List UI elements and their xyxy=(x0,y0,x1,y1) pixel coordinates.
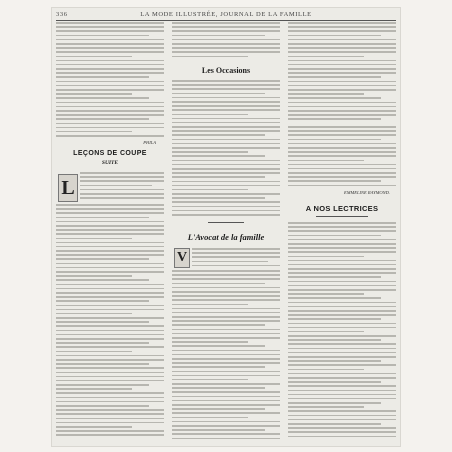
text-line xyxy=(288,172,396,174)
text-line xyxy=(56,81,164,83)
text-line xyxy=(288,289,396,291)
text-block-lecons xyxy=(56,204,164,439)
text-line xyxy=(288,251,396,253)
text-line xyxy=(172,193,280,195)
text-line xyxy=(288,106,396,108)
text-line xyxy=(56,242,164,244)
text-line xyxy=(288,85,396,87)
text-line xyxy=(192,265,280,267)
text-line xyxy=(192,261,268,263)
text-line xyxy=(288,419,396,421)
text-line xyxy=(80,180,164,182)
column-left xyxy=(56,22,164,444)
text-line xyxy=(56,135,164,137)
text-line xyxy=(172,345,265,347)
text-line xyxy=(288,226,396,228)
text-line xyxy=(80,185,152,187)
dropcap-v: V xyxy=(174,248,190,268)
journal-title: LA MODE ILLUSTRÉE, JOURNAL DE LA FAMILLE xyxy=(140,11,312,18)
text-line xyxy=(172,105,280,107)
text-line xyxy=(192,248,280,250)
text-line xyxy=(172,201,280,203)
text-line xyxy=(56,330,164,332)
text-line xyxy=(56,43,164,45)
section-heading-lectrices: A NOS LECTRICES xyxy=(305,204,379,213)
text-line xyxy=(172,270,280,272)
text-line xyxy=(172,295,280,297)
text-line xyxy=(288,343,396,345)
dropcap-l: L xyxy=(58,174,78,202)
text-line xyxy=(172,358,280,360)
text-line xyxy=(56,263,164,265)
text-line xyxy=(56,110,164,112)
text-line xyxy=(56,72,164,74)
text-line xyxy=(288,356,396,358)
page-header xyxy=(52,10,400,20)
text-line xyxy=(288,256,364,258)
text-line xyxy=(288,235,381,237)
text-line xyxy=(172,39,280,41)
text-line xyxy=(172,134,265,136)
text-line xyxy=(56,85,164,87)
text-line xyxy=(56,204,164,206)
text-line xyxy=(288,297,381,299)
text-line xyxy=(288,81,396,83)
text-line xyxy=(172,383,280,385)
text-line xyxy=(172,109,280,111)
text-line xyxy=(288,126,396,128)
section-heading-avocat: L'Avocat de la famille xyxy=(187,232,265,242)
text-line xyxy=(56,26,164,28)
text-line xyxy=(288,323,396,325)
text-line xyxy=(56,89,164,91)
text-line xyxy=(172,80,280,82)
text-line xyxy=(172,366,265,368)
text-line xyxy=(56,238,132,240)
text-line xyxy=(288,272,396,274)
text-line xyxy=(56,434,164,436)
section-heading-occasions: Les Occasions xyxy=(201,66,251,75)
text-line xyxy=(56,300,149,302)
text-line xyxy=(172,143,280,145)
text-line xyxy=(172,362,280,364)
text-line xyxy=(56,380,164,382)
text-line xyxy=(288,180,381,182)
text-line xyxy=(288,43,396,45)
text-line xyxy=(288,168,396,170)
text-line xyxy=(288,406,364,408)
text-line xyxy=(288,147,396,149)
text-line xyxy=(172,35,265,37)
text-line xyxy=(288,155,396,157)
column-right xyxy=(288,22,396,444)
text-line xyxy=(192,252,280,254)
text-block-lectrices xyxy=(288,222,396,440)
text-line xyxy=(172,185,280,187)
text-line xyxy=(172,130,280,132)
text-line xyxy=(56,313,132,315)
text-line xyxy=(172,371,280,373)
text-line xyxy=(288,143,396,145)
text-line xyxy=(56,401,164,403)
text-line xyxy=(288,47,396,49)
text-line xyxy=(56,426,132,428)
text-line xyxy=(172,412,280,414)
text-line xyxy=(288,160,364,162)
text-line xyxy=(56,351,132,353)
text-block-top xyxy=(288,22,396,123)
text-line xyxy=(56,30,164,32)
text-line xyxy=(56,342,149,344)
text-line xyxy=(172,400,280,402)
text-block-middle xyxy=(288,126,396,189)
text-line xyxy=(288,410,396,412)
text-line xyxy=(56,68,164,70)
text-line xyxy=(172,291,280,293)
text-line xyxy=(288,51,396,53)
text-line xyxy=(288,110,396,112)
text-line xyxy=(288,164,396,166)
text-line xyxy=(172,84,280,86)
text-line xyxy=(172,181,280,183)
text-line xyxy=(288,64,396,66)
text-line xyxy=(56,47,164,49)
text-line xyxy=(172,341,248,343)
text-line xyxy=(56,76,149,78)
text-line xyxy=(172,320,280,322)
signature-phila: PHILA xyxy=(143,140,156,145)
section-subheading-suite: SUITE xyxy=(101,160,119,166)
text-line xyxy=(56,363,149,365)
text-line xyxy=(56,254,164,256)
text-line xyxy=(172,93,265,95)
text-line xyxy=(288,318,381,320)
text-line xyxy=(56,118,149,120)
text-line xyxy=(288,373,396,375)
text-line xyxy=(172,210,280,212)
text-line xyxy=(172,151,248,153)
text-line xyxy=(172,189,248,191)
text-line xyxy=(288,222,396,224)
text-line xyxy=(56,51,164,53)
text-line xyxy=(172,438,280,440)
text-line xyxy=(288,268,396,270)
text-line xyxy=(288,260,396,262)
text-line xyxy=(288,151,396,153)
text-line xyxy=(288,352,396,354)
text-line xyxy=(288,26,396,28)
text-line xyxy=(288,431,396,433)
text-line xyxy=(56,392,164,394)
text-line xyxy=(56,102,164,104)
text-line xyxy=(56,296,164,298)
text-line xyxy=(288,114,396,116)
text-line xyxy=(56,123,164,125)
text-line xyxy=(288,381,381,383)
text-line xyxy=(172,47,280,49)
text-line xyxy=(172,97,280,99)
text-line xyxy=(56,56,132,58)
page-number: 336 xyxy=(56,11,68,18)
text-line xyxy=(172,429,265,431)
text-line xyxy=(56,430,164,432)
text-line xyxy=(172,387,265,389)
text-line xyxy=(56,217,149,219)
text-line xyxy=(288,247,396,249)
text-line xyxy=(288,385,396,387)
text-line xyxy=(172,197,265,199)
text-line xyxy=(172,350,280,352)
text-line xyxy=(56,338,164,340)
text-line xyxy=(56,325,164,327)
text-line xyxy=(288,130,396,132)
text-line xyxy=(288,402,381,404)
text-line xyxy=(172,417,248,419)
text-line xyxy=(56,346,164,348)
text-line xyxy=(56,208,164,210)
text-line xyxy=(288,390,396,392)
text-line xyxy=(172,278,280,280)
text-line xyxy=(172,337,280,339)
text-line xyxy=(288,118,381,120)
text-line xyxy=(172,312,280,314)
text-line xyxy=(288,285,396,287)
text-line xyxy=(56,97,149,99)
text-line xyxy=(288,134,396,136)
text-line xyxy=(172,396,280,398)
text-line xyxy=(80,189,164,191)
text-line xyxy=(288,293,364,295)
text-line xyxy=(288,427,396,429)
text-line xyxy=(56,258,149,260)
text-line xyxy=(56,292,164,294)
text-line xyxy=(80,176,164,178)
text-line xyxy=(56,93,132,95)
text-line xyxy=(172,304,248,306)
text-line xyxy=(56,384,149,386)
text-line xyxy=(172,274,280,276)
text-line xyxy=(172,283,265,285)
text-line xyxy=(56,221,164,223)
text-line xyxy=(288,56,364,58)
text-line xyxy=(288,310,396,312)
text-line xyxy=(288,185,396,187)
text-line xyxy=(56,229,164,231)
text-line xyxy=(56,317,164,319)
text-line xyxy=(172,354,280,356)
text-line xyxy=(80,193,164,195)
column-middle xyxy=(172,22,280,444)
text-line xyxy=(56,233,164,235)
text-block-top xyxy=(172,22,280,60)
text-line xyxy=(172,168,280,170)
text-line xyxy=(56,367,164,369)
text-line xyxy=(56,355,164,357)
text-line xyxy=(56,413,164,415)
text-line xyxy=(172,333,280,335)
text-line xyxy=(56,271,164,273)
text-line xyxy=(80,197,164,199)
text-line xyxy=(56,405,149,407)
text-block-lecons-first xyxy=(80,172,164,201)
text-line xyxy=(56,309,164,311)
text-line xyxy=(288,369,364,371)
text-line xyxy=(172,139,280,141)
text-line xyxy=(56,225,164,227)
text-line xyxy=(288,377,396,379)
text-line xyxy=(56,372,164,374)
text-line xyxy=(288,89,396,91)
signature-raymond: EMMELINE RAYMOND. xyxy=(344,190,390,195)
text-line xyxy=(172,172,280,174)
text-line xyxy=(288,436,396,438)
text-line xyxy=(172,51,280,53)
text-line xyxy=(56,60,164,62)
text-line xyxy=(288,35,381,37)
text-line xyxy=(172,329,280,331)
text-line xyxy=(56,22,164,24)
text-line xyxy=(288,243,396,245)
text-line xyxy=(288,423,381,425)
text-line xyxy=(172,324,265,326)
header-rule xyxy=(56,20,396,21)
text-line xyxy=(288,306,396,308)
text-line xyxy=(56,35,149,37)
text-line xyxy=(172,391,280,393)
text-line xyxy=(288,139,381,141)
text-line xyxy=(288,281,396,283)
text-line xyxy=(172,43,280,45)
text-line xyxy=(56,131,132,133)
section-divider xyxy=(208,222,244,223)
text-line xyxy=(172,379,248,381)
text-line xyxy=(172,22,280,24)
text-line xyxy=(288,39,396,41)
text-line xyxy=(288,335,396,337)
text-line xyxy=(56,422,164,424)
text-line xyxy=(172,160,280,162)
text-line xyxy=(172,404,280,406)
text-block-intro xyxy=(56,22,164,139)
text-line xyxy=(288,276,381,278)
text-line xyxy=(288,394,396,396)
text-line xyxy=(56,288,164,290)
text-line xyxy=(288,239,396,241)
text-line xyxy=(172,126,280,128)
text-line xyxy=(172,316,280,318)
text-line xyxy=(56,246,164,248)
text-line xyxy=(172,421,280,423)
text-line xyxy=(172,30,280,32)
text-line xyxy=(56,212,164,214)
text-line xyxy=(288,30,396,32)
text-line xyxy=(288,68,396,70)
text-line xyxy=(288,176,396,178)
text-line xyxy=(288,364,396,366)
text-line xyxy=(56,418,164,420)
text-line xyxy=(172,118,280,120)
text-line xyxy=(56,279,149,281)
text-line xyxy=(288,97,381,99)
text-line xyxy=(172,214,280,216)
text-line xyxy=(288,331,364,333)
text-line xyxy=(56,127,164,129)
text-line xyxy=(56,334,164,336)
text-line xyxy=(172,308,280,310)
text-line xyxy=(172,408,265,410)
text-line xyxy=(288,72,396,74)
text-line xyxy=(172,206,280,208)
text-line xyxy=(56,305,164,307)
text-line xyxy=(288,302,396,304)
text-line xyxy=(288,230,396,232)
text-line xyxy=(288,102,396,104)
text-line xyxy=(172,433,280,435)
text-line xyxy=(288,360,381,362)
text-line xyxy=(288,264,396,266)
text-line xyxy=(172,122,280,124)
text-line xyxy=(56,388,132,390)
text-line xyxy=(56,284,164,286)
text-line xyxy=(56,397,164,399)
text-line xyxy=(288,60,396,62)
text-line xyxy=(56,267,164,269)
text-block-avocat-first xyxy=(192,248,280,269)
text-line xyxy=(56,250,164,252)
text-line xyxy=(172,425,280,427)
text-line xyxy=(56,114,164,116)
text-block-occasions xyxy=(172,80,280,218)
text-line xyxy=(56,359,164,361)
text-line xyxy=(288,339,381,341)
text-line xyxy=(288,348,396,350)
text-line xyxy=(172,101,280,103)
text-line xyxy=(172,164,280,166)
text-line xyxy=(172,375,280,377)
text-line xyxy=(172,114,248,116)
text-line xyxy=(192,256,280,258)
text-line xyxy=(172,155,265,157)
text-line xyxy=(56,39,164,41)
text-line xyxy=(288,398,396,400)
text-line xyxy=(56,106,164,108)
text-line xyxy=(56,409,164,411)
text-line xyxy=(288,327,396,329)
text-line xyxy=(172,299,280,301)
text-line xyxy=(80,172,164,174)
section-heading-lecons: LEÇONS DE COUPE xyxy=(73,150,147,157)
journal-page xyxy=(52,8,400,446)
text-line xyxy=(56,275,132,277)
text-line xyxy=(172,88,280,90)
text-line xyxy=(56,321,149,323)
text-line xyxy=(288,415,396,417)
text-line xyxy=(172,56,248,58)
text-line xyxy=(172,147,280,149)
text-line xyxy=(288,93,364,95)
text-line xyxy=(288,76,381,78)
heading-underline xyxy=(316,216,368,217)
text-line xyxy=(172,176,265,178)
text-line xyxy=(172,287,280,289)
text-line xyxy=(56,376,164,378)
text-line xyxy=(56,64,164,66)
text-line xyxy=(288,22,396,24)
text-line xyxy=(288,314,396,316)
text-line xyxy=(172,26,280,28)
text-block-avocat xyxy=(172,270,280,442)
